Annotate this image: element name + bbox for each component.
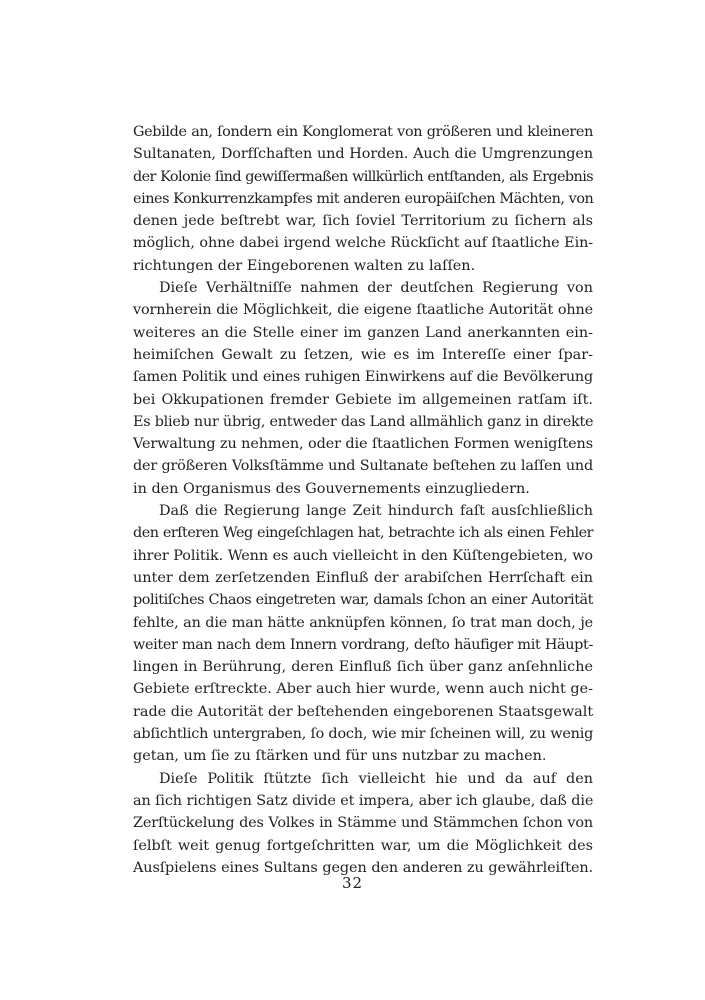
text-line: Dieſe Verhältniſſe nahmen der deutſchen Regierung von: [159, 280, 593, 297]
text-line: richtungen der Eingeborenen walten zu laſſen.: [133, 257, 476, 274]
text-line: Gebilde an, ſondern ein Konglomerat von größeren und kleineren: [133, 124, 593, 140]
text-line: Daß die Regierung lange Zeit hindurch faſt ausſchließlich: [159, 503, 593, 520]
text-line: Zerſtückelung des Volkes in Stämme und Stämmchen ſchon von: [133, 815, 593, 832]
text-line: unter dem zerſetzenden Einfluß der arabiſchen Herrſchaft ein: [133, 569, 593, 586]
body-text: [133, 121, 593, 879]
text-line: Es blieb nur übrig, entweder das Land allmählich ganz in direkte: [133, 413, 594, 430]
text-line: ſelbſt weit genug fortgeſchritten war, um die Möglichkeit des: [133, 837, 593, 854]
text-line: Ausſpielens eines Sultans gegen den anderen zu gewährleiſten.: [133, 859, 593, 876]
paragraph: [133, 768, 593, 879]
page-number: 32: [341, 874, 364, 892]
text-line: getan, um ſie zu ſtärken und für uns nutzbar zu machen.: [133, 748, 547, 765]
text-line: ſamen Politik und eines ruhigen Einwirkens auf die Bevölkerung: [133, 369, 593, 386]
text-line: Dieſe Politik ſtützte ſich vielleicht hie und da auf den: [159, 770, 593, 787]
text-line: ihrer Politik. Wenn es auch vielleicht in den Küſtengebieten, wo: [133, 547, 593, 564]
paragraph: [133, 277, 593, 500]
text-line: der Kolonie ſind gewiſſermaßen willkürlich entſtanden, als Ergebnis: [133, 168, 593, 185]
text-line: der größeren Volksſtämme und Sultanate beſtehen zu laſſen und: [133, 458, 593, 475]
text-line: rade die Autorität der beſtehenden eingeborenen Staatsgewalt: [133, 703, 594, 720]
text-line: Verwaltung zu nehmen, oder die ſtaatlichen Formen wenigſtens: [133, 436, 593, 453]
text-line: bei Okkupationen fremder Gebiete im allgemeinen ratſam iſt.: [133, 391, 593, 408]
text-line: weiteres an die Stelle einer im ganzen Land anerkannten ein-: [133, 324, 593, 341]
text-line: eines Konkurrenzkampfes mit anderen europäiſchen Mächten, von: [133, 190, 594, 207]
text-line: abſichtlich untergraben, ſo doch, wie mir ſcheinen will, zu wenig: [133, 726, 594, 743]
text-line: Gebiete erſtreckte. Aber auch hier wurde, wenn auch nicht ge-: [133, 681, 593, 698]
text-line: in den Organismus des Gouvernements einzugliedern.: [133, 480, 530, 497]
paragraph: [133, 500, 593, 768]
text-line: möglich, ohne dabei irgend welche Rückſicht auf ſtaatliche Ein-: [133, 235, 593, 252]
text-line: den erſteren Weg eingeſchlagen hat, betrachte ich als einen Fehler: [133, 525, 593, 542]
text-line: heimiſchen Gewalt zu ſetzen, wie es im Intereſſe einer ſpar-: [133, 346, 593, 363]
text-line: denen jede beſtrebt war, ſich ſoviel Territorium zu ſichern als: [133, 213, 593, 230]
text-line: lingen in Berührung, deren Einfluß ſich über ganz anſehnliche: [133, 659, 593, 676]
text-line: politiſches Chaos eingetreten war, damals ſchon an einer Autorität: [133, 592, 593, 609]
text-line: fehlte, an die man hätte anknüpfen können, ſo trat man doch, je: [133, 614, 593, 631]
paragraph: [133, 121, 593, 277]
text-line: vornherein die Möglichkeit, die eigene ſtaatliche Autorität ohne: [133, 302, 593, 319]
text-line: an ſich richtigen Satz divide et impera, aber ich glaube, daß die: [133, 792, 594, 809]
text-line: Sultanaten, Dorfſchaften und Horden. Auch die Umgrenzungen: [133, 146, 593, 163]
text-line: weiter man nach dem Innern vordrang, deſto häufiger mit Häupt-: [133, 636, 593, 653]
